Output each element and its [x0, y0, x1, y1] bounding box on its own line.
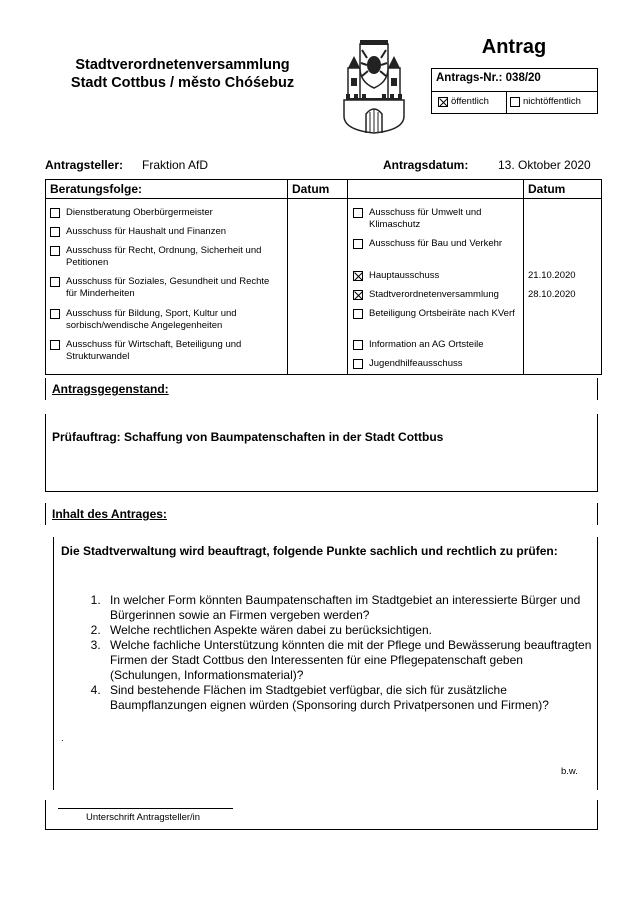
beratungsfolge-table	[45, 179, 602, 375]
inhalt-title-box	[45, 503, 598, 525]
committee-item[interactable]	[353, 358, 521, 370]
committee-item[interactable]	[50, 226, 282, 238]
committee-item[interactable]	[50, 308, 282, 332]
antrags-nr-value: 038/20	[505, 72, 541, 84]
committee-label: Ausschuss für Soziales, Gesundheit und Rechte für Minderheiten	[66, 276, 270, 299]
committee-item[interactable]	[353, 270, 521, 282]
datum-header-left: Datum	[292, 182, 330, 196]
committee-item[interactable]	[50, 207, 282, 219]
committee-item[interactable]	[50, 245, 282, 269]
committee-checkbox[interactable]	[50, 277, 60, 287]
committee-label: Stadtverordnetenversammlung	[369, 289, 499, 300]
committee-label: Information an AG Ortsteile	[369, 339, 484, 350]
committee-label: Ausschuss für Umwelt und Klimaschutz	[369, 207, 482, 230]
committee-label: Beteiligung Ortsbeiräte nach KVerf	[369, 308, 515, 319]
committee-label: Ausschuss für Recht, Ordnung, Sicherheit und Petitionen	[66, 245, 262, 268]
option-private[interactable]	[510, 96, 581, 107]
coat-of-arms-logo	[342, 38, 406, 134]
option-public[interactable]	[438, 96, 489, 107]
committee-checkbox[interactable]	[50, 340, 60, 350]
continued-note: b.w.	[561, 766, 578, 777]
inhalt-title: Inhalt des Antrages:	[52, 507, 167, 521]
antrags-nr	[436, 72, 541, 84]
gegenstand-title: Antragsgegenstand:	[52, 382, 169, 396]
option-private-label: nichtöffentlich	[523, 96, 581, 107]
antrags-nr-label: Antrags-Nr.:	[436, 72, 503, 84]
committee-item[interactable]	[353, 289, 521, 301]
antragsteller-value: Fraktion AfD	[142, 158, 209, 172]
list-item: 2. Welche rechtlichen Aspekte wären dabei zu berücksichtigen.	[104, 623, 594, 638]
committee-label: Ausschuss für Bildung, Sport, Kultur und sorbisch/wendische Angelegenheiten	[66, 308, 237, 331]
antragsdatum-label: Antragsdatum:	[383, 158, 469, 172]
committee-item[interactable]	[50, 339, 282, 363]
committee-checkbox[interactable]	[50, 227, 60, 237]
committee-label: Ausschuss für Bau und Verkehr	[369, 238, 503, 249]
stray-dot: .	[61, 733, 64, 744]
committee-item[interactable]	[353, 339, 521, 351]
committee-checkbox[interactable]	[353, 359, 363, 369]
committee-checkbox[interactable]	[353, 309, 363, 319]
public-checkbox[interactable]	[438, 97, 448, 107]
committee-checkbox[interactable]	[50, 208, 60, 218]
list-item: 1. In welcher Form könnten Baumpatenschaften im Stadtgebiet an interessierte Bürger und Bürgerinnen sowie an Firmen vergeben werden?	[104, 593, 594, 623]
committee-checkbox[interactable]	[353, 290, 363, 300]
inhalt-box	[53, 537, 598, 790]
gegenstand-box	[45, 414, 598, 492]
committee-date: 21.10.2020	[528, 270, 576, 281]
committee-label: Dienstberatung Oberbürgermeister	[66, 207, 213, 218]
signature-label: Unterschrift Antragsteller/in	[86, 812, 201, 823]
committee-label: Jugendhilfeausschuss	[369, 358, 463, 369]
committee-checkbox[interactable]	[353, 271, 363, 281]
antrags-nr-box	[431, 68, 598, 114]
committee-checkbox[interactable]	[353, 239, 363, 249]
committee-label: Ausschuss für Haushalt und Finanzen	[66, 226, 227, 237]
gegenstand-title-box	[45, 378, 598, 400]
committee-label: Ausschuss für Wirtschaft, Beteiligung und Strukturwandel	[66, 339, 242, 362]
committee-item[interactable]	[353, 238, 521, 250]
gegenstand-text: Prüfauftrag: Schaffung von Baumpatenschaften in der Stadt Cottbus	[52, 430, 444, 444]
committee-item[interactable]	[353, 308, 521, 320]
committee-checkbox[interactable]	[353, 208, 363, 218]
committee-checkbox[interactable]	[50, 246, 60, 256]
committee-date: 28.10.2020	[528, 289, 576, 300]
committee-checkbox[interactable]	[50, 309, 60, 319]
list-item: 4. Sind bestehende Flächen im Stadtgebiet verfügbar, die sich für zusätzliche Baumpflanzungen eignen würden (Sponsoring durch Privatpersonen und Firmen)?	[104, 683, 594, 713]
inhalt-points	[54, 593, 594, 713]
committee-item[interactable]	[353, 207, 521, 231]
option-public-label: öffentlich	[451, 96, 489, 107]
committee-item[interactable]	[50, 276, 282, 300]
datum-header-right: Datum	[528, 182, 566, 196]
beratungsfolge-header: Beratungsfolge:	[50, 182, 143, 196]
organization-name	[40, 56, 325, 92]
org-line-1: Stadtverordnetenversammlung	[75, 57, 290, 73]
signature-line	[58, 808, 233, 809]
antragsdatum-value: 13. Oktober 2020	[498, 158, 591, 172]
list-item: 3. Welche fachliche Unterstützung könnten die mit der Pflege und Bewässerung beauftragten Firmen der Stadt Cottbus den Interessenten für eine Pflegepatenschaft geben (Schulungen, Informationsmaterial)?	[104, 638, 594, 683]
inhalt-intro: Die Stadtverwaltung wird beauftragt, folgende Punkte sachlich und rechtlich zu prüfen:	[61, 544, 558, 558]
document-title: Antrag	[481, 36, 547, 58]
committee-checkbox[interactable]	[353, 340, 363, 350]
committee-label: Hauptausschuss	[369, 270, 440, 281]
signature-box	[45, 800, 598, 830]
org-line-2: Stadt Cottbus / město Chóśebuz	[70, 75, 295, 91]
antragsteller-label: Antragsteller:	[45, 158, 124, 172]
private-checkbox[interactable]	[510, 97, 520, 107]
